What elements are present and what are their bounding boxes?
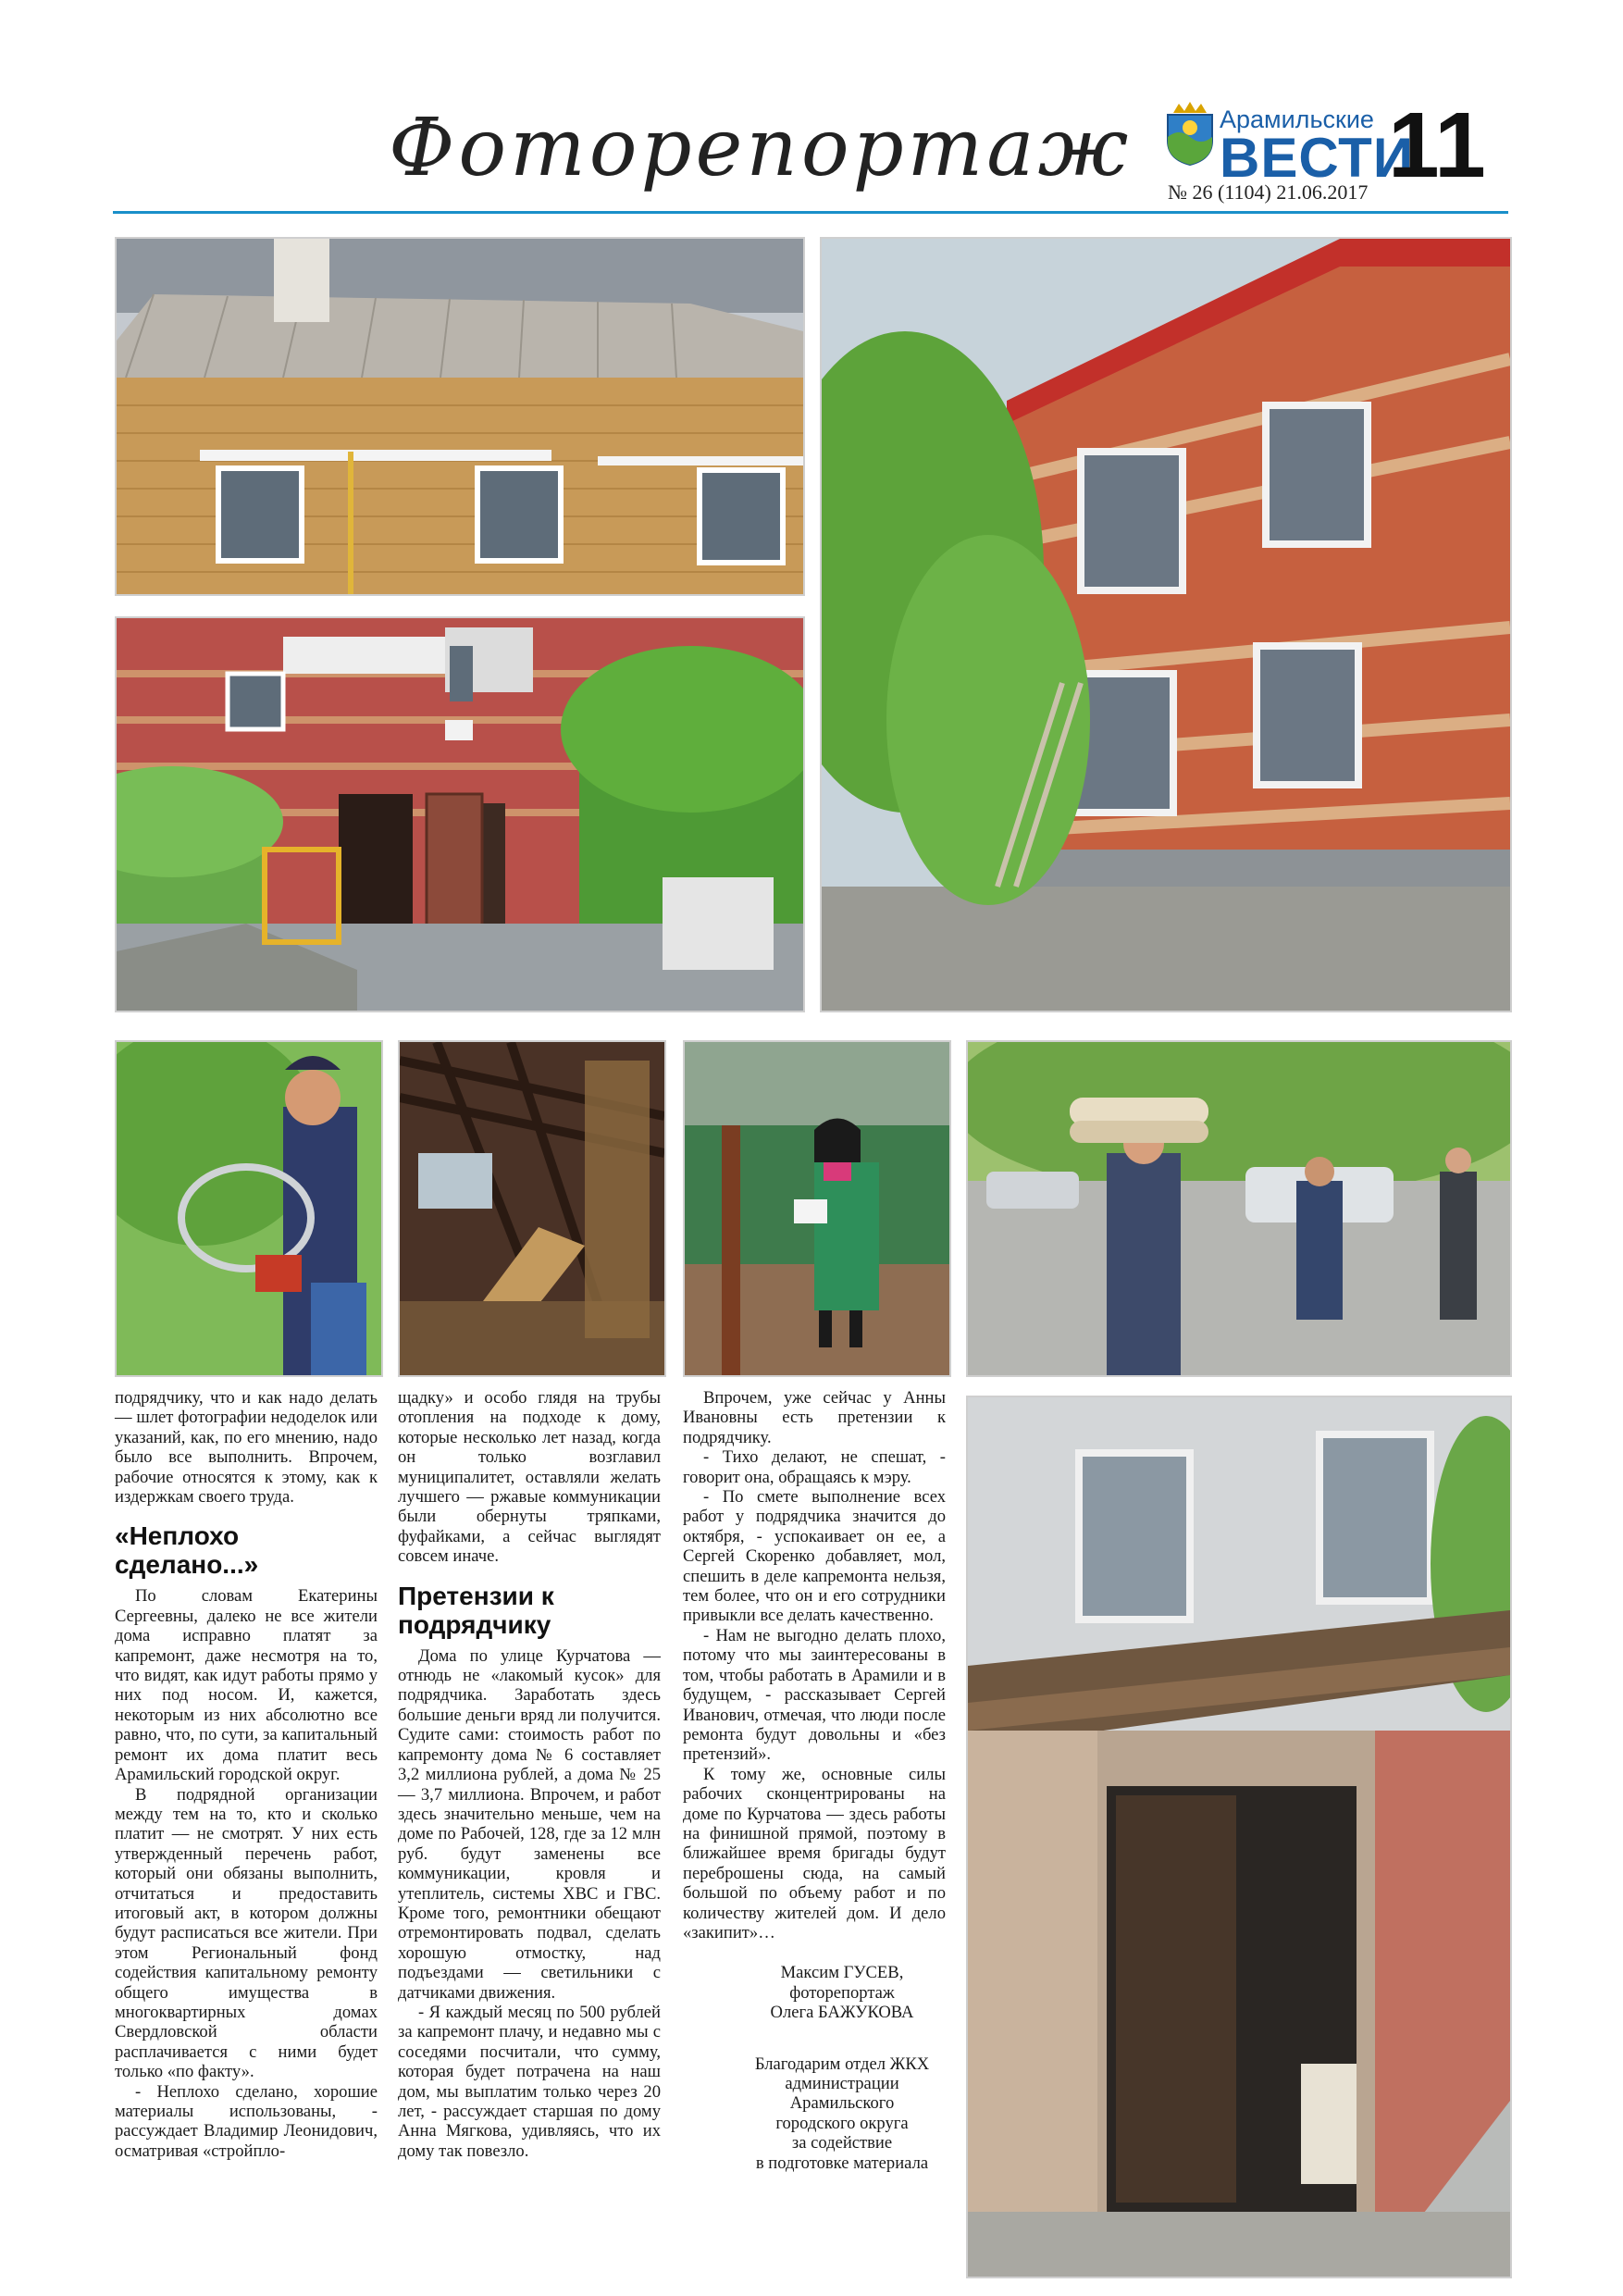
photo-attic: [398, 1040, 666, 1377]
article-column-1: [115, 1388, 378, 2161]
article-column-3: [683, 1388, 946, 2173]
ack-line: администрации: [785, 2074, 899, 2093]
photo-basement-entrance: [966, 1396, 1512, 2278]
subheading-neplokho: «Неплохо сделано...»: [115, 1521, 259, 1580]
paragraph: По словам Екатерины Сергеевны, далеко не все жители дома исправно платят за капремонт, даже несмотря на то, что видят, как идут работы прямо у них под носом. И, кажется, некоторым из них абсолютно все равно, что, по сути, за капитальный ремонт их дома платит весь Арамильский городской округ.: [115, 1586, 378, 1785]
paragraph: В подрядной организации между тем на то, кто и сколько платит — не смотрят. У них есть утвержденный перечень работ, который они обязаны выполнить, отчитаться и предоставить итоговый акт, в котором должны будут расписаться все жители. При этом Региональный фонд содействия капитальному ремонту общего имущества в многоквартирных домах Свердловской области расплачивается с ними будет только «по факту».: [115, 1784, 378, 2082]
paragraph: К тому же, основные силы рабочих сконцентрированы на доме по Курчатова — здесь работы на финишной прямой, поэтому в ближайшее время бригады будут переброшены сюда, на самый большой по объему работ и по количеству жителей дом. И дело «закипит»…: [683, 1764, 946, 1942]
paragraph: - Тихо делают, не спешат, - говорит она, обращаясь к мэру.: [683, 1447, 946, 1487]
acknowledgement: [683, 2054, 946, 2173]
photo-credit-label: фоторепортаж: [789, 1982, 895, 2003]
paragraph: подрядчику, что и как надо делать — шлет фотографии недоделок или указаний, как, по его мнению, надо было все выполнить. Впрочем, рабочие относятся к этому, как к издержкам своего труда.: [115, 1388, 378, 1508]
ack-line: Арамильского: [789, 2093, 895, 2114]
paragraph: Дома по улице Курчатова — отнюдь не «лакомый кусок» для подрядчика. Заработать здесь большие деньги вряд ли получится. Судите сами: стоимость работ по капремонту дома № 6 составляет 3,2 миллиона рублей, а дома № 25 — 3,7 миллиона. Впрочем, и работ здесь значительно меньше, чем на доме по Рабочей, 128, где за 12 млн руб. будут заменены все коммуникации, кровля и утеплитель, системы ХВС и ГВС. Кроме того, ремонтники обещают отремонтировать подвал, сделать хорошую отмостку, над подъездами — светильники с датчиками движения.: [398, 1645, 661, 2003]
photo-workers-carrying: [966, 1040, 1512, 1377]
author-credit: [683, 1963, 946, 2022]
photo-worker-hose: [115, 1040, 383, 1377]
section-title: Фоторепортаж: [389, 102, 1133, 194]
coat-of-arms-icon: [1164, 100, 1216, 167]
issue-info: № 26 (1104) 21.06.2017: [1168, 180, 1369, 204]
paragraph: Впрочем, уже сейчас у Анны Ивановны есть претензии к подрядчику.: [683, 1388, 946, 1447]
masthead-title: ВЕСТИ: [1220, 127, 1414, 189]
paragraph: - Я каждый месяц по 500 рублей за капремонт плачу, и недавно мы с соседями посчитали, что сумму, которая будет потрачена на наш дом, мы выплатим только через 20 лет, - рассуждает старшая по дому Анна Мягкова, удивляясь, что их дому так повезло.: [398, 2002, 661, 2161]
paragraph: щадку» и особо глядя на трубы отопления на подходе к дому, которые несколько лет назад, когда он только возглавил муниципалитет, оставляли желать лучшего — ржавые коммуникации были обернуты тряпками, фуфайками, а сейчас выглядят совсем иначе.: [398, 1388, 661, 1567]
ack-line: Благодарим отдел ЖКХ: [754, 2054, 930, 2074]
ack-line: в подготовке материала: [755, 2153, 929, 2173]
masthead-town: Арамильские: [1220, 105, 1374, 133]
photo-building-corner: [820, 237, 1512, 1012]
page-number: 11: [1388, 93, 1486, 197]
paragraph: - Неплохо сделано, хорошие материалы использованы, - рассуждает Владимир Леонидович, осматривая «стройпло-: [115, 2081, 378, 2161]
photo-stairwell-woman: [683, 1040, 951, 1377]
header-rule: [113, 211, 1508, 214]
subheading-pretenzii: Претензии к подрядчику: [398, 1581, 554, 1639]
paragraph: - Нам не выгодно делать плохо, потому что мы заинтересованы в том, чтобы работать в Арамили и в будущем, - рассказывает Сергей Иванович, отмечая, что люди после ремонта будут довольны и «без претензий».: [683, 1625, 946, 1765]
photo-entrance: [115, 616, 805, 1012]
author-name: Максим ГУСЕВ,: [780, 1963, 904, 1983]
photographer-name: Олега БАЖУКОВА: [770, 2003, 914, 2023]
article-column-2: [398, 1388, 661, 2161]
photo-roof: [115, 237, 805, 596]
ack-line: за содействие: [791, 2133, 893, 2153]
ack-line: городского округа: [775, 2113, 909, 2133]
paragraph: - По смете выполнение всех работ у подрядчика значится до октября, - успокаивает он ее, а Сергей Скоренко добавляет, мол, спешить в деле капремонта нельзя, тем более, что он и его сотрудники привыкли все делать качественно.: [683, 1487, 946, 1626]
